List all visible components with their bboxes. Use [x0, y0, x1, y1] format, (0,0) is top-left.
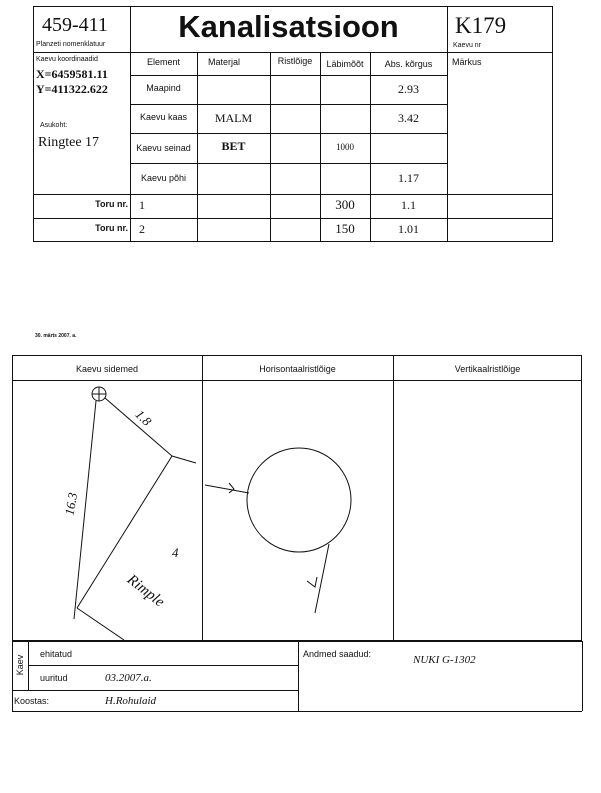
header-horizontal-section: Horisontaalristlõige: [259, 364, 336, 374]
row-material: MALM: [214, 111, 253, 125]
row-abs-height: 3.42: [398, 111, 419, 125]
data-source-value: NUKI G-1302: [413, 654, 476, 666]
divider: [582, 641, 583, 711]
surveyed-label: uuritud: [40, 673, 68, 683]
divider: [130, 163, 447, 164]
divider: [28, 665, 298, 666]
handwritten-note: 1.8: [132, 406, 155, 429]
handwritten-note: 4: [172, 545, 179, 560]
nomenclature-label: Planzeti nomenklatuur: [36, 41, 106, 48]
pipe-diameter: 150: [335, 221, 355, 236]
well-number-label: Kaevu nr: [453, 42, 482, 49]
header-material: Materjal: [207, 57, 240, 67]
built-label: ehitatud: [40, 649, 73, 659]
header-vertical-section: Vertikaalristlõige: [454, 364, 521, 374]
data-source-label: Andmed saadud:: [303, 649, 372, 659]
pipe-diameter: 300: [335, 197, 355, 212]
divider: [12, 711, 582, 712]
well-number-value: K179: [455, 13, 507, 38]
divider: [12, 641, 13, 711]
divider: [130, 133, 447, 134]
header-diameter: Läbimõõt: [326, 59, 364, 69]
pipe-abs-height: 1.01: [398, 222, 419, 236]
divider: [33, 194, 553, 195]
divider: [12, 641, 582, 642]
divider: [130, 104, 447, 105]
row-abs-height: 2.93: [398, 82, 419, 96]
pipe-number: 1: [139, 198, 145, 212]
location-label: Asukoht:: [40, 122, 68, 129]
horizontal-section-sketch: [203, 381, 393, 640]
well-side-label: Kaev: [15, 654, 25, 676]
coordinate-x: X=6459581.11: [36, 67, 108, 81]
divider: [447, 6, 448, 242]
row-material: BET: [221, 139, 246, 153]
divider: [393, 355, 394, 641]
row-element: Maapind: [146, 83, 181, 93]
row-abs-height: 1.17: [398, 171, 419, 185]
divider: [28, 641, 29, 690]
row-diameter: 1000: [336, 142, 354, 152]
handwritten-note: 16.3: [61, 491, 81, 517]
coordinates-label: Kaevu koordinaadid: [36, 56, 98, 63]
divider: [12, 690, 298, 691]
header-connections: Kaevu sidemed: [75, 364, 139, 374]
divider: [130, 75, 447, 76]
pipe-abs-height: 1.1: [401, 198, 416, 212]
date-note: 30. märts 2007. a.: [35, 333, 77, 339]
nomenclature-value: 459-411: [42, 14, 108, 36]
row-element: Kaevu seinad: [136, 143, 191, 153]
handwritten-note: Rimple: [123, 571, 168, 611]
divider: [270, 52, 271, 242]
connections-sketch: [12, 381, 202, 640]
divider: [370, 52, 371, 242]
divider: [33, 52, 553, 53]
header-remarks: Märkus: [452, 57, 482, 67]
location-value: Ringtee 17: [38, 135, 100, 150]
divider: [33, 218, 553, 219]
header-cross-section: Ristlõige: [277, 56, 313, 66]
pipe-label: Toru nr.: [95, 199, 128, 209]
surveyed-value: 03.2007.a.: [105, 672, 152, 684]
header-abs-height: Abs. kõrgus: [384, 59, 433, 69]
header-element: Element: [146, 57, 181, 67]
coordinate-y: Y=411322.622: [36, 82, 108, 96]
row-element: Kaevu kaas: [139, 112, 188, 122]
row-element: Kaevu põhi: [140, 173, 187, 183]
divider: [298, 641, 299, 711]
page-title: Kanalisatsioon: [178, 9, 399, 44]
compiled-label: Koostas:: [14, 696, 50, 706]
pipe-label: Toru nr.: [95, 223, 128, 233]
compiled-value: H.Rohulaid: [105, 695, 157, 707]
pipe-number: 2: [139, 222, 145, 236]
